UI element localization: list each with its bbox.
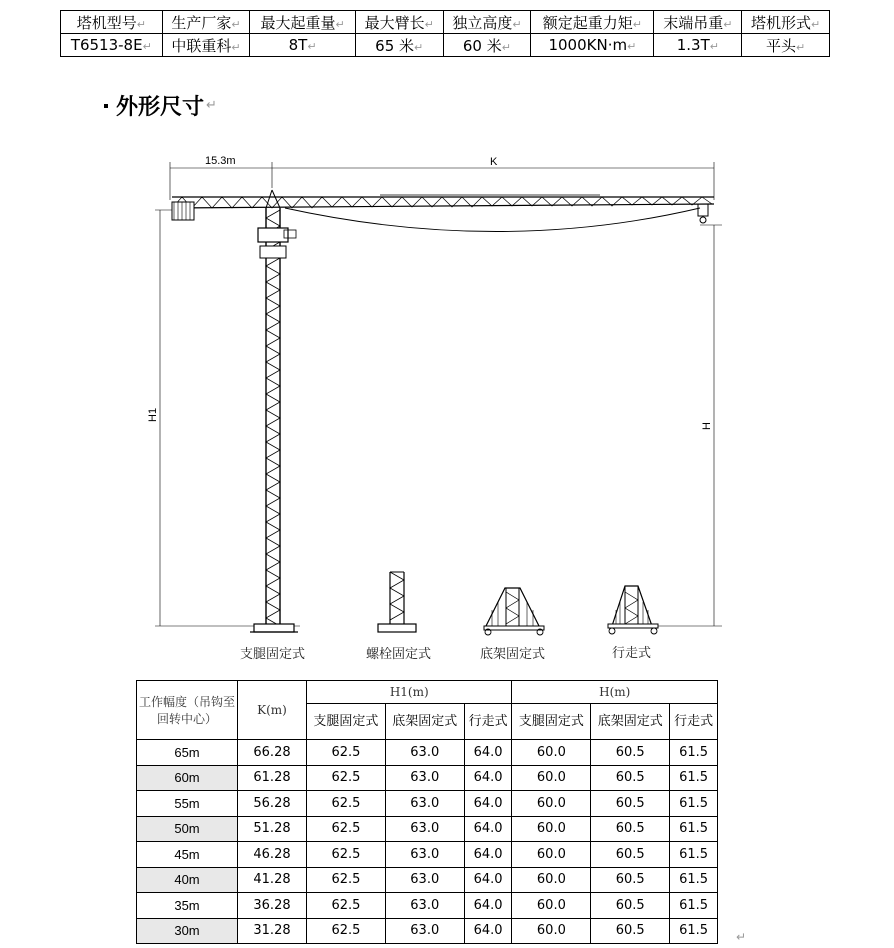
work-range-cell: 45m [137, 842, 238, 868]
table-cell: 61.5 [670, 765, 718, 791]
tower-crane-drawing [0, 140, 894, 670]
work-range-cell: 65m [137, 740, 238, 766]
table-cell: 64.0 [464, 893, 512, 919]
spec-value-cell: 65 米↵ [355, 34, 443, 57]
dim-h-label: H [701, 422, 713, 430]
table-cell: 62.5 [307, 740, 386, 766]
col-group-h: H(m) [512, 681, 718, 704]
table-cell: 61.28 [238, 765, 307, 791]
table-cell: 64.0 [464, 816, 512, 842]
table-cell: 31.28 [238, 918, 307, 944]
table-cell: 63.0 [385, 918, 464, 944]
table-row [137, 867, 718, 893]
table-row [137, 740, 718, 766]
work-range-cell: 55m [137, 791, 238, 817]
table-cell: 61.5 [670, 867, 718, 893]
table-cell: 60.5 [591, 867, 670, 893]
table-cell: 62.5 [307, 791, 386, 817]
table-cell: 60.0 [512, 842, 591, 868]
spec-value-cell: 1.3T↵ [654, 34, 742, 57]
table-cell: 60.0 [512, 816, 591, 842]
spec-header-cell: 最大臂长↵ [355, 11, 443, 34]
sub-header: 支腿固定式 [512, 704, 591, 740]
table-cell: 62.5 [307, 842, 386, 868]
spec-value-cell: T6513-8E↵ [61, 34, 163, 57]
dim-h1-label: H1 [147, 407, 159, 422]
table-cell: 60.0 [512, 740, 591, 766]
table-cell: 64.0 [464, 842, 512, 868]
table-cell: 60.5 [591, 816, 670, 842]
work-range-cell: 40m [137, 867, 238, 893]
spec-value-cell: 平头↵ [742, 34, 830, 57]
table-row [137, 765, 718, 791]
table-cell: 62.5 [307, 893, 386, 919]
spec-header-cell: 独立高度↵ [443, 11, 531, 34]
table-cell: 60.5 [591, 791, 670, 817]
spec-value-cell: 60 米↵ [443, 34, 531, 57]
table-cell: 62.5 [307, 918, 386, 944]
work-range-cell: 60m [137, 765, 238, 791]
table-cell: 62.5 [307, 816, 386, 842]
table-cell: 61.5 [670, 918, 718, 944]
table-cell: 63.0 [385, 893, 464, 919]
col-k: K(m) [238, 681, 307, 740]
table-cell: 63.0 [385, 816, 464, 842]
table-cell: 60.0 [512, 791, 591, 817]
spec-header-cell: 额定起重力矩↵ [531, 11, 654, 34]
table-cell: 64.0 [464, 918, 512, 944]
spec-header-cell: 生产厂家↵ [162, 11, 250, 34]
caption-bolt: 螺栓固定式 [366, 647, 432, 662]
col-work-range: 工作幅度（吊钩至回转中心） [137, 681, 238, 740]
table-cell: 64.0 [464, 867, 512, 893]
sub-header: 底架固定式 [385, 704, 464, 740]
table-cell: 64.0 [464, 791, 512, 817]
caption-chassis: 底架固定式 [480, 647, 546, 662]
table-cell: 61.5 [670, 893, 718, 919]
table-cell: 64.0 [464, 765, 512, 791]
caption-outrigger: 支腿固定式 [240, 647, 306, 662]
table-cell: 64.0 [464, 740, 512, 766]
dimension-table-body [137, 740, 718, 944]
table-cell: 60.5 [591, 918, 670, 944]
table-cell: 60.0 [512, 893, 591, 919]
table-row [137, 791, 718, 817]
table-row [137, 842, 718, 868]
table-cell: 46.28 [238, 842, 307, 868]
table-cell: 63.0 [385, 791, 464, 817]
table-cell: 61.5 [670, 842, 718, 868]
spec-header-cell: 最大起重量↵ [250, 11, 355, 34]
spec-header-cell: 末端吊重↵ [654, 11, 742, 34]
dim-k-label: K [490, 156, 498, 168]
paragraph-mark: ↵ [206, 98, 217, 113]
table-cell: 63.0 [385, 765, 464, 791]
dim-15-label: 15.3m [205, 155, 236, 167]
spec-value-cell: 8T↵ [250, 34, 355, 57]
spec-header-row [61, 11, 830, 34]
work-range-cell: 30m [137, 918, 238, 944]
section-title: 外形尺寸 [116, 95, 205, 120]
table-cell: 60.0 [512, 765, 591, 791]
table-cell: 60.5 [591, 842, 670, 868]
table-cell: 61.5 [670, 740, 718, 766]
col-group-h1: H1(m) [307, 681, 512, 704]
spec-header-cell: 塔机型号↵ [61, 11, 163, 34]
table-row [137, 816, 718, 842]
table-cell: 60.0 [512, 867, 591, 893]
table-row [137, 918, 718, 944]
spec-header-cell: 塔机形式↵ [742, 11, 830, 34]
spec-table [60, 10, 830, 57]
table-cell: 66.28 [238, 740, 307, 766]
caption-travelling: 行走式 [612, 646, 652, 661]
table-cell: 51.28 [238, 816, 307, 842]
table-cell: 36.28 [238, 893, 307, 919]
table-cell: 60.0 [512, 918, 591, 944]
table-cell: 61.5 [670, 816, 718, 842]
table-cell: 60.5 [591, 740, 670, 766]
dimension-table [136, 680, 718, 944]
table-cell: 61.5 [670, 791, 718, 817]
table-cell: 63.0 [385, 740, 464, 766]
table-cell: 62.5 [307, 765, 386, 791]
table-row [137, 893, 718, 919]
table-cell: 62.5 [307, 867, 386, 893]
table-cell: 56.28 [238, 791, 307, 817]
table-cell: 60.5 [591, 893, 670, 919]
table-cell: 60.5 [591, 765, 670, 791]
sub-header: 行走式 [464, 704, 512, 740]
spec-value-row [61, 34, 830, 57]
bullet-icon [104, 104, 108, 108]
spec-value-cell: 中联重科↵ [162, 34, 250, 57]
table-cell: 63.0 [385, 867, 464, 893]
spec-value-cell: 1000KN·m↵ [531, 34, 654, 57]
sub-header: 底架固定式 [591, 704, 670, 740]
sub-header: 支腿固定式 [307, 704, 386, 740]
section-heading [104, 90, 217, 121]
table-cell: 63.0 [385, 842, 464, 868]
paragraph-mark: ↵ [736, 930, 747, 944]
work-range-cell: 50m [137, 816, 238, 842]
table-cell: 41.28 [238, 867, 307, 893]
work-range-cell: 35m [137, 893, 238, 919]
sub-header: 行走式 [670, 704, 718, 740]
